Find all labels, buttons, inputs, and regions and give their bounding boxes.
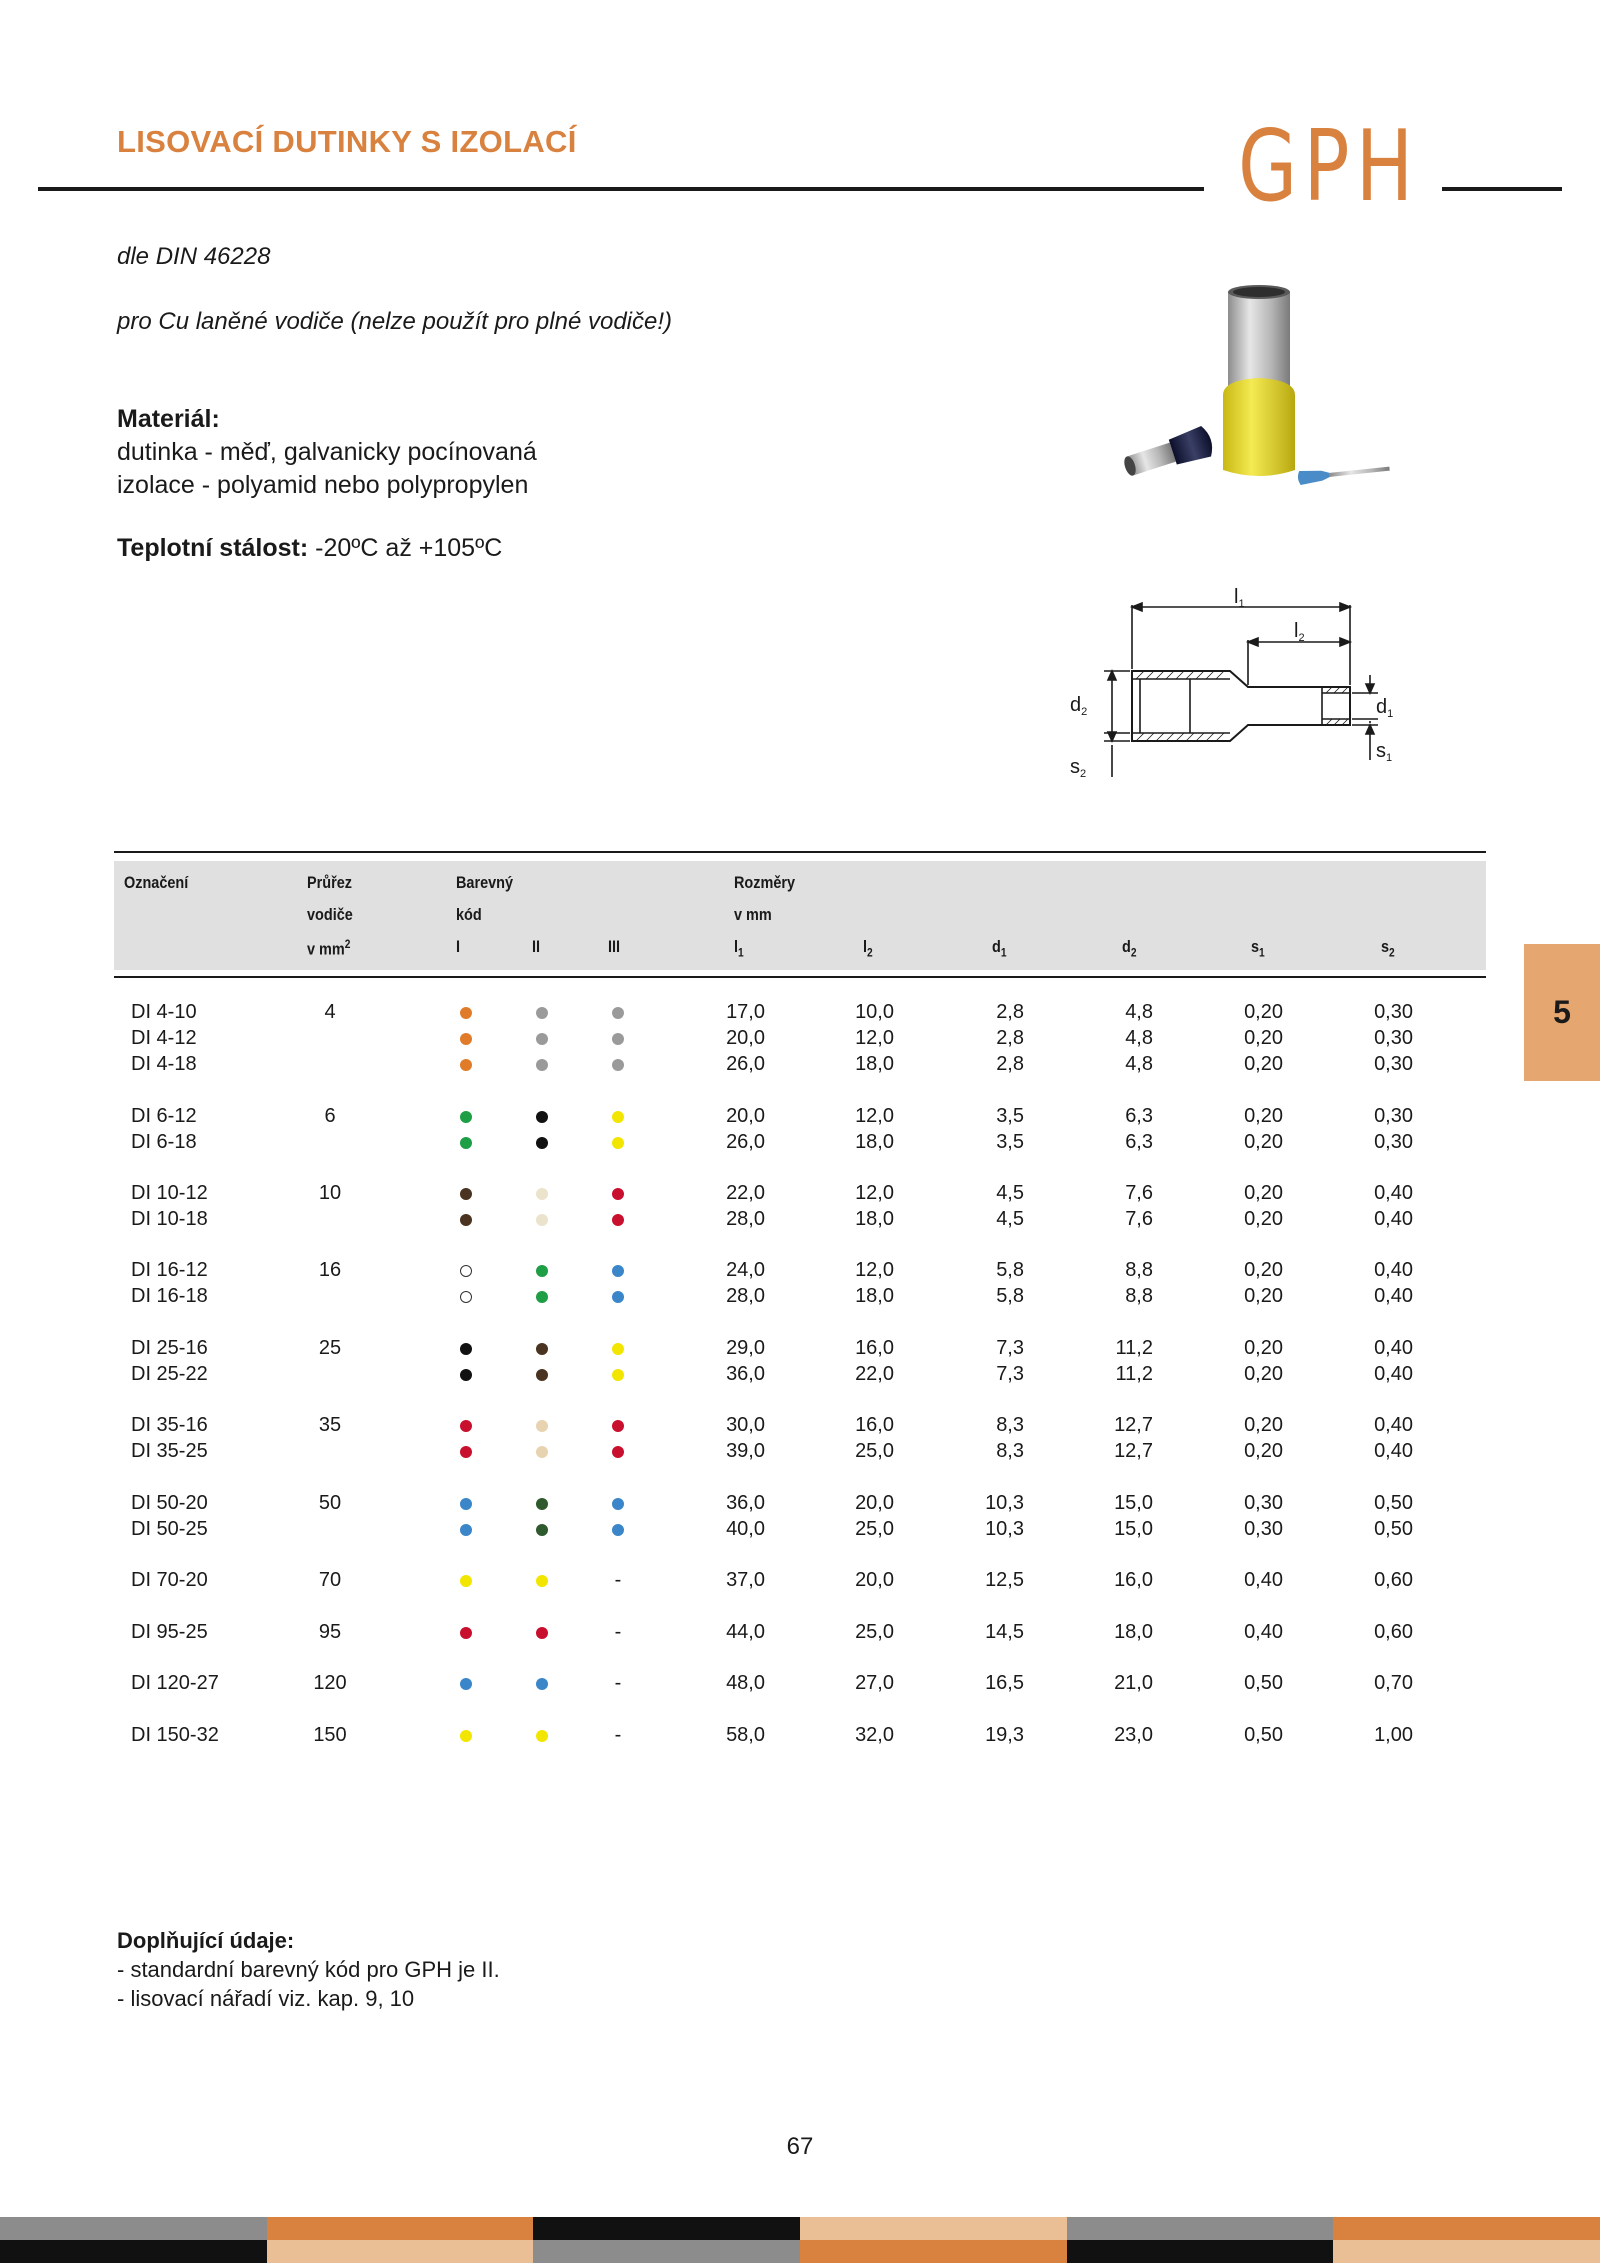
color-code-dot — [612, 1343, 624, 1355]
color-code-none: - — [614, 1672, 622, 1694]
color-code-dot — [612, 1214, 624, 1226]
row-cross-section: 25 — [318, 1337, 342, 1359]
row-d1: 3,5 — [996, 1131, 1024, 1153]
temperature-value: -20ºC až +105ºC — [308, 534, 503, 562]
row-l2: 12,0 — [855, 1027, 894, 1049]
footer-stripe — [533, 2217, 800, 2240]
header-d1: $d_1$ — [992, 937, 1007, 960]
color-code-dot — [536, 1678, 548, 1690]
row-l2: 25,0 — [855, 1621, 894, 1643]
row-s2: 0,50 — [1374, 1492, 1413, 1514]
header-col-III: III — [608, 937, 621, 956]
row-l2: 18,0 — [855, 1131, 894, 1153]
row-s2: 0,40 — [1374, 1414, 1413, 1436]
row-cross-section: 16 — [318, 1259, 342, 1281]
row-cross-section: 6 — [324, 1105, 336, 1127]
row-d2: 23,0 — [1114, 1724, 1153, 1746]
footer-stripe — [1333, 2217, 1600, 2240]
row-cross-section: 95 — [318, 1621, 342, 1643]
row-s2: 0,30 — [1374, 1053, 1413, 1075]
row-l1: 36,0 — [726, 1492, 765, 1514]
color-code-dot — [460, 1137, 472, 1149]
footer-stripe — [267, 2217, 534, 2240]
row-d1: 12,5 — [985, 1569, 1024, 1591]
row-designation: DI 120-27 — [131, 1672, 219, 1694]
row-l1: 26,0 — [726, 1131, 765, 1153]
row-d2: 6,3 — [1125, 1105, 1153, 1127]
diagram-l1-label: $l_1$ — [1234, 586, 1245, 610]
row-s2: 0,30 — [1374, 1001, 1413, 1023]
row-d1: 8,3 — [996, 1440, 1024, 1462]
row-s1: 0,20 — [1244, 1337, 1283, 1359]
header-d2: $d_2$ — [1122, 937, 1137, 960]
row-s1: 0,20 — [1244, 1208, 1283, 1230]
row-s1: 0,20 — [1244, 1440, 1283, 1462]
row-s2: 0,40 — [1374, 1285, 1413, 1307]
header-prurez-3: v $mm^2$ — [307, 937, 351, 959]
row-l2: 18,0 — [855, 1285, 894, 1307]
color-code-dot — [536, 1188, 548, 1200]
color-code-dot — [536, 1420, 548, 1432]
color-code-dot — [536, 1007, 548, 1019]
diagram-d1-label: $d_1$ — [1376, 696, 1394, 720]
header-rozmery-2: v mm — [734, 905, 772, 924]
row-l1: 58,0 — [726, 1724, 765, 1746]
color-code-dot — [460, 1291, 472, 1303]
header-prurez-2: vodiče — [307, 905, 353, 924]
color-code-dot — [460, 1524, 472, 1536]
row-l2: 22,0 — [855, 1363, 894, 1385]
row-d1: 7,3 — [996, 1337, 1024, 1359]
row-l1: 30,0 — [726, 1414, 765, 1436]
row-l1: 36,0 — [726, 1363, 765, 1385]
row-cross-section: 120 — [313, 1672, 347, 1694]
diagram-d2-label: $d_2$ — [1070, 694, 1088, 718]
color-code-dot — [460, 1498, 472, 1510]
row-s1: 0,20 — [1244, 1131, 1283, 1153]
page-title: LISOVACÍ DUTINKY S IZOLACÍ — [117, 124, 577, 159]
color-code-dot — [460, 1007, 472, 1019]
row-d2: 21,0 — [1114, 1672, 1153, 1694]
header-s1: $s_1$ — [1251, 937, 1265, 960]
diagram-s1-label: $s_1$ — [1376, 740, 1393, 764]
row-d1: 5,8 — [996, 1285, 1024, 1307]
row-s1: 0,30 — [1244, 1518, 1283, 1540]
row-s1: 0,50 — [1244, 1672, 1283, 1694]
row-d1: 10,3 — [985, 1518, 1024, 1540]
row-s1: 0,20 — [1244, 1182, 1283, 1204]
row-s1: 0,20 — [1244, 1001, 1283, 1023]
diagram-l2-label: $l_2$ — [1294, 620, 1305, 644]
row-d1: 2,8 — [996, 1053, 1024, 1075]
row-s2: 0,30 — [1374, 1027, 1413, 1049]
row-l1: 28,0 — [726, 1285, 765, 1307]
row-d2: 4,8 — [1125, 1001, 1153, 1023]
header-rozmery-1: Rozměry — [734, 873, 796, 892]
row-l1: 29,0 — [726, 1337, 765, 1359]
color-code-dot — [612, 1007, 624, 1019]
row-l2: 25,0 — [855, 1440, 894, 1462]
row-l2: 32,0 — [855, 1724, 894, 1746]
color-code-dot — [460, 1420, 472, 1432]
color-code-dot — [460, 1627, 472, 1639]
header-oznaceni: Označení — [124, 873, 189, 892]
color-code-dot — [612, 1111, 624, 1123]
footer-stripe — [0, 2240, 267, 2263]
row-l1: 37,0 — [726, 1569, 765, 1591]
row-l2: 12,0 — [855, 1182, 894, 1204]
row-l2: 12,0 — [855, 1105, 894, 1127]
color-code-dot — [460, 1730, 472, 1742]
header-prurez-1: Průřez — [307, 873, 352, 892]
color-code-none: - — [614, 1621, 622, 1643]
row-l1: 17,0 — [726, 1001, 765, 1023]
row-s1: 0,30 — [1244, 1492, 1283, 1514]
color-code-none: - — [614, 1724, 622, 1746]
material-line-1: dutinka - měď, galvanicky pocínovaná — [117, 438, 537, 466]
footer-stripe — [1067, 2240, 1334, 2263]
header-l2: $l_2$ — [863, 937, 873, 960]
row-designation: DI 10-12 — [131, 1182, 208, 1204]
row-d2: 8,8 — [1125, 1285, 1153, 1307]
row-s1: 0,20 — [1244, 1363, 1283, 1385]
color-code-dot — [460, 1343, 472, 1355]
row-designation: DI 25-16 — [131, 1337, 208, 1359]
row-designation: DI 150-32 — [131, 1724, 219, 1746]
color-code-dot — [460, 1111, 472, 1123]
row-s1: 0,20 — [1244, 1027, 1283, 1049]
row-l2: 18,0 — [855, 1208, 894, 1230]
row-s1: 0,20 — [1244, 1259, 1283, 1281]
row-d1: 2,8 — [996, 1001, 1024, 1023]
row-s2: 0,30 — [1374, 1105, 1413, 1127]
row-cross-section: 35 — [318, 1414, 342, 1436]
row-l2: 16,0 — [855, 1414, 894, 1436]
row-designation: DI 35-16 — [131, 1414, 208, 1436]
row-l1: 26,0 — [726, 1053, 765, 1075]
usage-text: pro Cu laněné vodiče (nelze použít pro plné vodiče!) — [117, 308, 672, 335]
row-l1: 22,0 — [726, 1182, 765, 1204]
row-l2: 25,0 — [855, 1518, 894, 1540]
color-code-dot — [612, 1137, 624, 1149]
row-s2: 0,40 — [1374, 1208, 1413, 1230]
color-code-dot — [612, 1033, 624, 1045]
row-d2: 4,8 — [1125, 1027, 1153, 1049]
row-s1: 0,20 — [1244, 1285, 1283, 1307]
color-code-dot — [536, 1214, 548, 1226]
footer-stripe — [1333, 2240, 1600, 2263]
row-d2: 16,0 — [1114, 1569, 1153, 1591]
material-line-2: izolace - polyamid nebo polypropylen — [117, 471, 529, 499]
header-s2: $s_2$ — [1381, 937, 1395, 960]
color-code-dot — [612, 1265, 624, 1277]
row-d2: 11,2 — [1115, 1363, 1153, 1385]
notes-line-1: - standardní barevný kód pro GPH je II. — [117, 1957, 500, 1982]
row-s1: 0,40 — [1244, 1621, 1283, 1643]
row-l2: 20,0 — [855, 1569, 894, 1591]
row-designation: DI 50-20 — [131, 1492, 208, 1514]
color-code-dot — [536, 1524, 548, 1536]
row-d1: 10,3 — [985, 1492, 1024, 1514]
row-s2: 0,40 — [1374, 1440, 1413, 1462]
row-l1: 20,0 — [726, 1105, 765, 1127]
color-code-none: - — [614, 1569, 622, 1591]
temperature-label: Teplotní stálost: — [117, 534, 309, 562]
diagram-s2-label: $s_2$ — [1070, 756, 1087, 780]
row-d1: 4,5 — [996, 1208, 1024, 1230]
row-d2: 6,3 — [1125, 1131, 1153, 1153]
row-d1: 19,3 — [985, 1724, 1024, 1746]
row-l2: 12,0 — [855, 1259, 894, 1281]
color-code-dot — [612, 1446, 624, 1458]
row-l1: 48,0 — [726, 1672, 765, 1694]
row-l1: 39,0 — [726, 1440, 765, 1462]
color-code-dot — [460, 1369, 472, 1381]
footer-stripe — [800, 2240, 1067, 2263]
color-code-dot — [536, 1291, 548, 1303]
row-l1: 28,0 — [726, 1208, 765, 1230]
footer-stripe — [1067, 2217, 1334, 2240]
notes-line-2: - lisovací nářadí viz. kap. 9, 10 — [117, 1986, 415, 2011]
row-d1: 7,3 — [996, 1363, 1024, 1385]
row-designation: DI 4-18 — [131, 1053, 197, 1075]
gph-logo: GPH — [1238, 110, 1420, 224]
row-s1: 0,50 — [1244, 1724, 1283, 1746]
row-l2: 18,0 — [855, 1053, 894, 1075]
color-code-dot — [460, 1575, 472, 1587]
row-d2: 4,8 — [1125, 1053, 1153, 1075]
color-code-dot — [612, 1188, 624, 1200]
row-cross-section: 50 — [318, 1492, 342, 1514]
row-cross-section: 4 — [324, 1001, 336, 1023]
row-s1: 0,20 — [1244, 1053, 1283, 1075]
row-d2: 15,0 — [1114, 1518, 1153, 1540]
color-code-dot — [536, 1137, 548, 1149]
row-s2: 0,40 — [1374, 1337, 1413, 1359]
color-code-dot — [460, 1265, 472, 1277]
row-s2: 0,40 — [1374, 1259, 1413, 1281]
row-s1: 0,20 — [1244, 1414, 1283, 1436]
header-col-II: II — [532, 937, 541, 956]
row-designation: DI 10-18 — [131, 1208, 208, 1230]
row-designation: DI 6-12 — [131, 1105, 197, 1127]
color-code-dot — [460, 1059, 472, 1071]
row-d1: 8,3 — [996, 1414, 1024, 1436]
row-s2: 0,40 — [1374, 1363, 1413, 1385]
row-designation: DI 95-25 — [131, 1621, 208, 1643]
color-code-dot — [460, 1446, 472, 1458]
row-cross-section: 150 — [313, 1724, 347, 1746]
color-code-dot — [536, 1730, 548, 1742]
row-designation: DI 16-12 — [131, 1259, 208, 1281]
row-d2: 12,7 — [1114, 1440, 1153, 1462]
row-l1: 40,0 — [726, 1518, 765, 1540]
row-designation: DI 50-25 — [131, 1518, 208, 1540]
row-designation: DI 6-18 — [131, 1131, 197, 1153]
row-l1: 44,0 — [726, 1621, 765, 1643]
row-d1: 3,5 — [996, 1105, 1024, 1127]
color-code-dot — [536, 1498, 548, 1510]
color-code-dot — [612, 1498, 624, 1510]
row-cross-section: 10 — [318, 1182, 342, 1204]
color-code-dot — [536, 1446, 548, 1458]
footer-stripe — [800, 2217, 1067, 2240]
footer-stripe — [533, 2240, 800, 2263]
row-cross-section: 70 — [318, 1569, 342, 1591]
color-code-dot — [612, 1059, 624, 1071]
row-s2: 0,30 — [1374, 1131, 1413, 1153]
row-d2: 7,6 — [1125, 1182, 1153, 1204]
row-designation: DI 25-22 — [131, 1363, 208, 1385]
color-code-dot — [612, 1524, 624, 1536]
color-code-dot — [536, 1575, 548, 1587]
row-d2: 8,8 — [1125, 1259, 1153, 1281]
row-d1: 5,8 — [996, 1259, 1024, 1281]
chapter-tab[interactable]: 5 — [1524, 944, 1600, 1081]
notes-label: Doplňující údaje: — [117, 1928, 295, 1953]
row-d1: 16,5 — [985, 1672, 1024, 1694]
row-designation: DI 4-12 — [131, 1027, 197, 1049]
row-d1: 4,5 — [996, 1182, 1024, 1204]
row-s1: 0,40 — [1244, 1569, 1283, 1591]
row-d2: 15,0 — [1114, 1492, 1153, 1514]
color-code-dot — [536, 1369, 548, 1381]
row-d2: 18,0 — [1114, 1621, 1153, 1643]
row-designation: DI 70-20 — [131, 1569, 208, 1591]
row-d1: 2,8 — [996, 1027, 1024, 1049]
notes-block — [117, 1926, 500, 2013]
row-s2: 0,50 — [1374, 1518, 1413, 1540]
row-d2: 11,2 — [1115, 1337, 1153, 1359]
color-code-dot — [460, 1214, 472, 1226]
color-code-dot — [460, 1188, 472, 1200]
row-s2: 0,60 — [1374, 1621, 1413, 1643]
color-code-dot — [612, 1420, 624, 1432]
row-d2: 7,6 — [1125, 1208, 1153, 1230]
row-l2: 10,0 — [855, 1001, 894, 1023]
row-s2: 1,00 — [1374, 1724, 1413, 1746]
header-barevny-2: kód — [456, 905, 482, 924]
row-s1: 0,20 — [1244, 1105, 1283, 1127]
row-l1: 24,0 — [726, 1259, 765, 1281]
header-barevny-1: Barevný — [456, 873, 514, 892]
color-code-dot — [536, 1033, 548, 1045]
color-code-dot — [536, 1627, 548, 1639]
color-code-dot — [536, 1343, 548, 1355]
footer-stripe — [267, 2240, 534, 2263]
color-code-dot — [536, 1111, 548, 1123]
row-designation: DI 16-18 — [131, 1285, 208, 1307]
header-l1: $l_1$ — [734, 937, 744, 960]
page-number: 67 — [786, 2133, 814, 2160]
row-s2: 0,40 — [1374, 1182, 1413, 1204]
standard-text: dle DIN 46228 — [117, 243, 271, 270]
color-code-dot — [612, 1369, 624, 1381]
color-code-dot — [536, 1059, 548, 1071]
row-l1: 20,0 — [726, 1027, 765, 1049]
row-d2: 12,7 — [1114, 1414, 1153, 1436]
row-designation: DI 35-25 — [131, 1440, 208, 1462]
material-label: Materiál: — [117, 405, 220, 433]
color-code-dot — [460, 1033, 472, 1045]
color-code-dot — [460, 1678, 472, 1690]
row-s2: 0,70 — [1374, 1672, 1413, 1694]
row-l2: 27,0 — [855, 1672, 894, 1694]
row-l2: 16,0 — [855, 1337, 894, 1359]
header-col-I: I — [456, 937, 461, 956]
row-designation: DI 4-10 — [131, 1001, 197, 1023]
row-l2: 20,0 — [855, 1492, 894, 1514]
color-code-dot — [612, 1291, 624, 1303]
row-d1: 14,5 — [985, 1621, 1024, 1643]
color-code-dot — [536, 1265, 548, 1277]
row-s2: 0,60 — [1374, 1569, 1413, 1591]
footer-stripe — [0, 2217, 267, 2240]
